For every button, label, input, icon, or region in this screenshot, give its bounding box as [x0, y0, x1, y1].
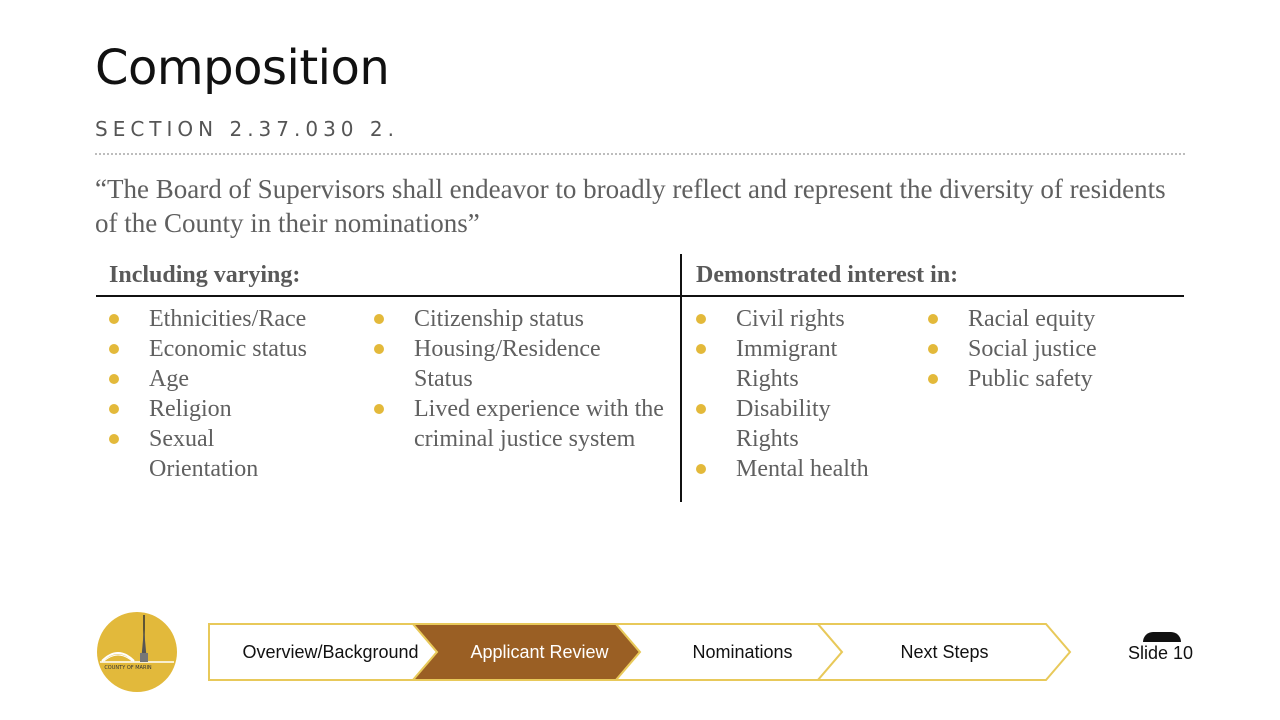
bullet-icon [696, 344, 706, 354]
varying-list-1 [109, 304, 354, 484]
svg-text:COUNTY OF MARIN: COUNTY OF MARIN [104, 665, 152, 671]
bullet-icon [109, 404, 119, 414]
right-column-heading: Demonstrated interest in: [696, 262, 959, 288]
left-column-heading: Including varying: [109, 262, 301, 288]
list-item: Age [109, 364, 354, 394]
bullet-icon [109, 344, 119, 354]
list-item: Sexual Orientation [109, 424, 299, 484]
bullet-icon [374, 404, 384, 414]
list-item: Housing/Residence Status [374, 334, 644, 394]
bullet-icon [696, 314, 706, 324]
dotted-divider [95, 153, 1185, 155]
list-item: Social justice [928, 334, 1178, 364]
bullet-icon [109, 314, 119, 324]
county-seal-logo [96, 611, 178, 693]
process-nav [208, 623, 1078, 683]
header-divider [96, 295, 1184, 297]
list-item: Public safety [928, 364, 1178, 394]
bullet-icon [928, 374, 938, 384]
step-nominations[interactable]: Nominations [692, 642, 793, 662]
column-divider [680, 254, 682, 502]
list-item: Mental health [696, 454, 901, 484]
bullet-icon [374, 344, 384, 354]
list-item: Racial equity [928, 304, 1178, 334]
bullet-icon [109, 374, 119, 384]
slide-title: Composition [95, 40, 390, 96]
bullet-icon [696, 404, 706, 414]
list-item: Religion [109, 394, 354, 424]
list-item: Disability Rights [696, 394, 876, 454]
bullet-icon [928, 344, 938, 354]
list-item: Civil rights [696, 304, 876, 334]
list-item: Immigrant Rights [696, 334, 876, 394]
section-subtitle: SECTION 2.37.030 2. [95, 117, 399, 141]
slide-number-cap-icon [1143, 632, 1181, 642]
varying-list-2 [374, 304, 664, 454]
interest-list-1 [696, 304, 901, 484]
step-applicant-review[interactable]: Applicant Review [470, 642, 609, 662]
slide-number: Slide 10 [1128, 643, 1194, 663]
step-overview-background[interactable]: Overview/Background [242, 642, 419, 662]
list-item: Economic status [109, 334, 354, 364]
list-item: Ethnicities/Race [109, 304, 354, 334]
bullet-icon [696, 464, 706, 474]
interest-list-2 [928, 304, 1178, 394]
policy-quote: “The Board of Supervisors shall endeavor to broadly reflect and represent the diversity of residents of the County in their nominations” [95, 174, 1166, 238]
step-next-steps[interactable]: Next Steps [900, 642, 989, 662]
list-item: Lived experience with the criminal justice system [374, 394, 664, 454]
bullet-icon [928, 314, 938, 324]
bullet-icon [109, 434, 119, 444]
bullet-icon [374, 314, 384, 324]
list-item: Citizenship status [374, 304, 664, 334]
